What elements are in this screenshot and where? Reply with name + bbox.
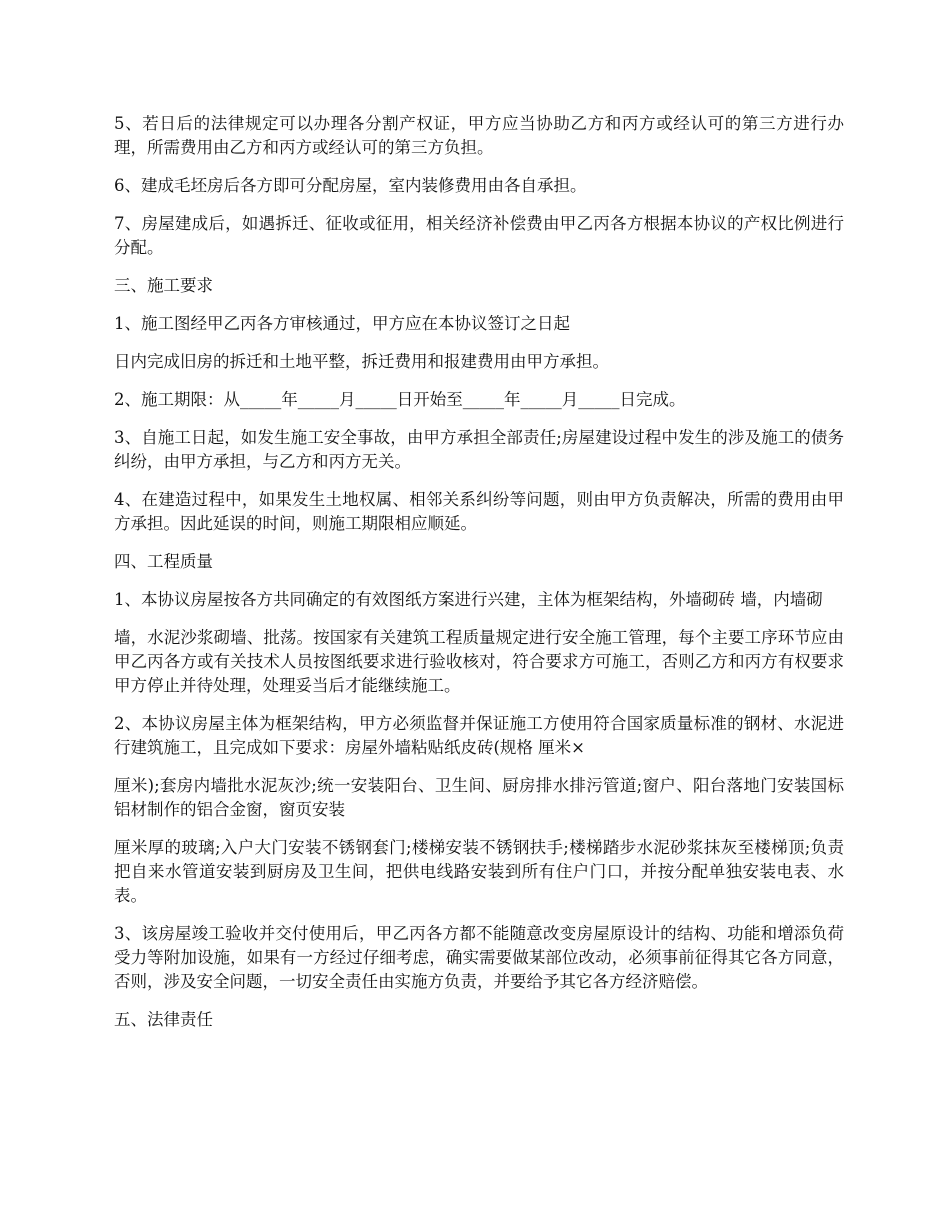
document-body (114, 112, 844, 1046)
clause-2-7: 7、房屋建成后，如遇拆迁、征收或征用，相关经济补偿费由甲乙丙各方根据本协议的产权比例进行分配。 (114, 214, 844, 257)
clause-3-3: 3、自施工日起，如发生施工安全事故，由甲方承担全部责任;房屋建设过程中发生的涉及施工的债务纠纷，由甲方承担，与乙方和丙方无关。 (114, 428, 844, 471)
clause-4-2-continued-a: 厘米);套房内墙批水泥灰沙;统一安装阳台、卫生间、厨房排水排污管道;窗户、阳台落地门安装国标铝材制作的铝合金窗，窗页安装 (114, 776, 844, 819)
clause-4-1-continued: 墙，水泥沙浆砌墙、批荡。按国家有关建筑工程质量规定进行安全施工管理，每个主要工序环节应由甲乙丙各方或有关技术人员按图纸要求进行验收核对，符合要求方可施工，否则乙方和丙方有权要求甲方停止并待处理，处理妥当后才能继续施工。 (114, 628, 844, 695)
clause-2-6: 6、建成毛坯房后各方即可分配房屋，室内装修费用由各自承担。 (114, 176, 587, 195)
clause-3-2: 2、施工期限：从_____年_____月_____日开始至_____年_____月_____日完成。 (114, 390, 686, 409)
section-heading-construction: 三、施工要求 (114, 276, 213, 295)
clause-3-1-continued: 日内完成旧房的拆迁和土地平整，拆迁费用和报建费用由甲方承担。 (114, 352, 609, 371)
clause-3-4: 4、在建造过程中，如果发生土地权属、相邻关系纠纷等问题，则由甲方负责解决，所需的费用由甲方承担。因此延误的时间，则施工期限相应顺延。 (114, 490, 844, 533)
section-heading-quality: 四、工程质量 (114, 552, 213, 571)
clause-4-2-continued-b: 厘米厚的玻璃;入户大门安装不锈钢套门;楼梯安装不锈钢扶手;楼梯踏步水泥砂浆抹灰至楼梯顶;负责把自来水管道安装到厨房及卫生间，把供电线路安装到所有住户门口，并按分配单独安装电表、水表。 (114, 838, 844, 905)
clause-2-5: 5、若日后的法律规定可以办理各分割产权证，甲方应当协助乙方和丙方或经认可的第三方进行办理，所需费用由乙方和丙方或经认可的第三方负担。 (114, 114, 844, 157)
clause-3-1: 1、施工图经甲乙丙各方审核通过，甲方应在本协议签订之日起 (114, 314, 570, 333)
clause-4-1: 1、本协议房屋按各方共同确定的有效图纸方案进行兴建，主体为框架结构，外墙砌砖 墙，内墙砌 (114, 590, 823, 609)
section-heading-liability: 五、法律责任 (114, 1010, 213, 1029)
clause-4-3: 3、该房屋竣工验收并交付使用后，甲乙丙各方都不能随意改变房屋原设计的结构、功能和增添负荷受力等附加设施，如果有一方经过仔细考虑，确实需要做某部位改动，必须事前征得其它各方同意，否则，涉及安全问题，一切安全责任由实施方负责，并要给予其它各方经济赔偿。 (114, 924, 844, 991)
clause-4-2: 2、本协议房屋主体为框架结构，甲方必须监督并保证施工方使用符合国家质量标准的钢材、水泥进行建筑施工，且完成如下要求：房屋外墙粘贴纸皮砖(规格 厘米× (114, 714, 844, 757)
